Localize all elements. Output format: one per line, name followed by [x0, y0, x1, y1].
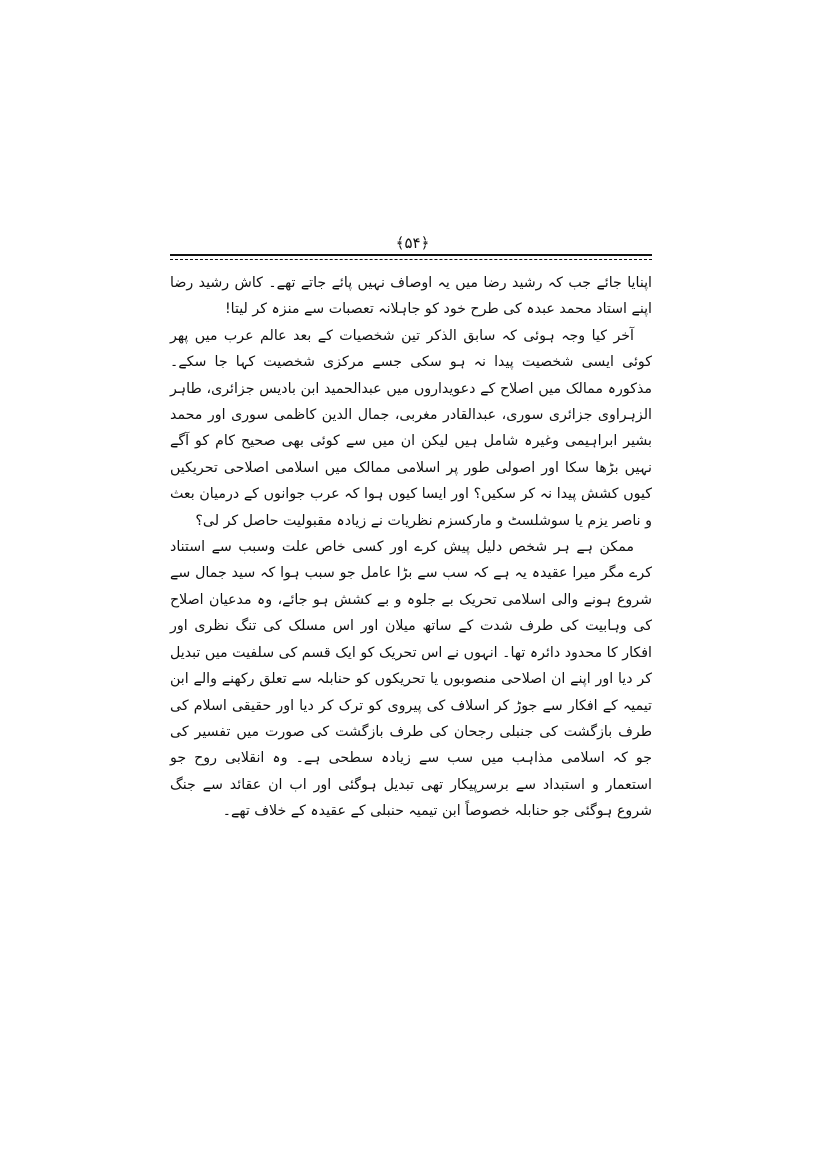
page-number: ﴿۵۴﴾ [395, 234, 430, 252]
header-rule [170, 254, 652, 256]
paragraph-1: اپنایا جائے جب کہ رشید رضا میں یہ اوصاف نہیں پائے جاتے تھے۔ کاش رشید رضا اپنے استاد محمد عبدہ کی طرح خود کو جاہلانہ تعصبات سے منزہ کر لیتا! [170, 275, 652, 318]
paragraph-2: آخر کیا وجہ ہوئی کہ سابق الذکر تین شخصیات کے بعد عالم عرب میں پھر کوئی ایسی شخصیت پیدا نہ ہو سکی جسے مرکزی شخصیت کہا جا سکے۔ مذکورہ ممالک میں اصلاح کے دعویداروں میں عبدالحمید ابن بادیس جزائری، طاہر الزہراوی جزائری سوری، عبدالقادر مغربی، جمال الدین کاظمی سوری اور محمد بشیر ابراہیمی وغیرہ شامل ہیں لیکن ان میں سے کوئی بھی صحیح کام کو آگے نہیں بڑھا سکا اور اصولی طور پر اسلامی ممالک میں اسلامی اصلاحی تحریکیں کیوں کشش پیدا نہ کر سکیں؟ اور ایسا کیوں ہوا کہ عرب جوانوں کے درمیان بعث و ناصر یزم یا سوشلسٹ و مارکسزم نظریات نے زیادہ مقبولیت حاصل کر لی؟ [170, 327, 652, 529]
body-text [170, 270, 652, 825]
paragraph-3: ممکن ہے ہر شخص دلیل پیش کرے اور کسی خاص علت وسبب سے استناد کرے مگر میرا عقیدہ یہ ہے کہ سب سے بڑا عامل جو سبب ہوا کہ سید جمال سے شروع ہونے والی اسلامی تحریک بے جلوہ و بے کشش ہو جائے، وہ مدعیان اصلاح کی وہابیت کی طرف شدت کے ساتھ میلان اور اس مسلک کی تنگ نظری اور افکار کا محدود دائرہ تھا۔ انہوں نے اس تحریک کو ایک قسم کی سلفیت میں تبدیل کر دیا اور اپنے ان اصلاحی منصوبوں یا تحریکوں کو حنابلہ سے تعلق رکھنے والے ابن تیمیہ کے افکار سے جوڑ کر اسلاف کی پیروی کو ترک کر دیا اور حقیقی اسلام کی طرف بازگشت کی جنبلی رجحان کی طرف بازگشت کی صورت میں تفسیر کی جو کہ اسلامی مذاہب میں سب سے زیادہ سطحی ہے۔ وہ انقلابی روح جو استعمار و استبداد سے برسرپیکار تھی تبدیل ہوگئی اور اب ان عقائد سے جنگ شروع ہوگئی جو حنابلہ خصوصاً ابن تیمیہ حنبلی کے عقیدہ کے خلاف تھے۔ [170, 539, 652, 820]
header-rule-dashed [170, 259, 652, 260]
